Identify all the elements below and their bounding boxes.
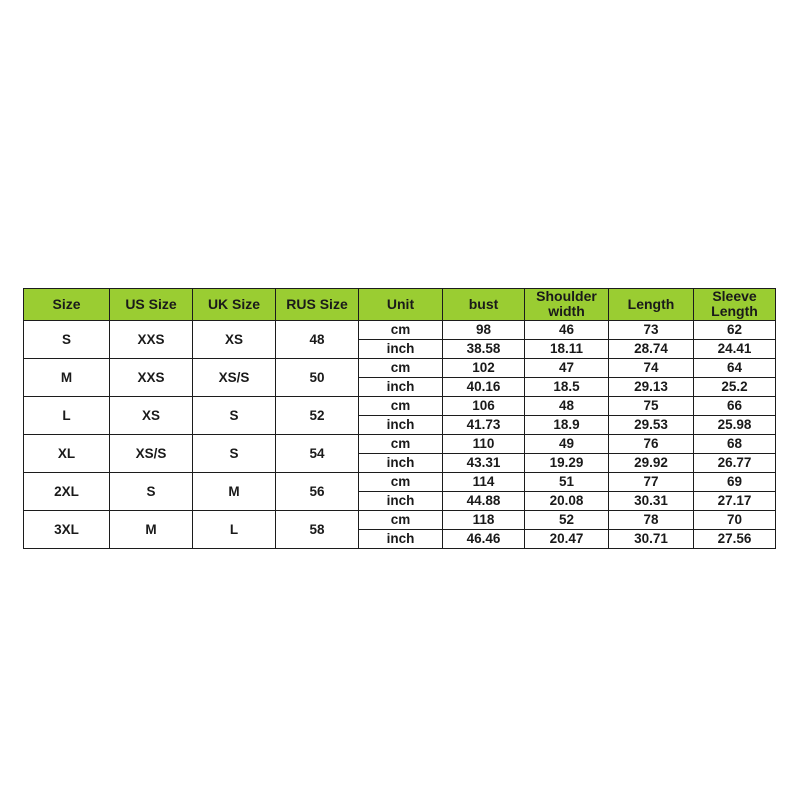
us-size-cell: S — [110, 472, 193, 510]
bust-cm-cell: 114 — [443, 472, 525, 491]
us-size-cell: XS — [110, 396, 193, 434]
us-size-cell: M — [110, 510, 193, 548]
header-unit: Unit — [359, 289, 443, 321]
length-cm-cell: 76 — [609, 434, 694, 453]
shoulder-cm-cell: 49 — [525, 434, 609, 453]
header-length: Length — [609, 289, 694, 321]
rus-size-cell: 50 — [276, 358, 359, 396]
unit-cm-cell: cm — [359, 358, 443, 377]
header-size: Size — [24, 289, 110, 321]
size-cell: L — [24, 396, 110, 434]
bust-inch-cell: 43.31 — [443, 453, 525, 472]
row-l-cm — [24, 396, 776, 415]
shoulder-cm-cell: 52 — [525, 510, 609, 529]
sleeve-inch-cell: 27.56 — [694, 529, 776, 548]
shoulder-cm-cell: 47 — [525, 358, 609, 377]
unit-inch-cell: inch — [359, 339, 443, 358]
bust-inch-cell: 46.46 — [443, 529, 525, 548]
shoulder-cm-cell: 51 — [525, 472, 609, 491]
bust-inch-cell: 41.73 — [443, 415, 525, 434]
bust-inch-cell: 44.88 — [443, 491, 525, 510]
unit-cm-cell: cm — [359, 510, 443, 529]
length-cm-cell: 75 — [609, 396, 694, 415]
row-2xl-cm — [24, 472, 776, 491]
shoulder-inch-cell: 20.08 — [525, 491, 609, 510]
shoulder-inch-cell: 18.5 — [525, 377, 609, 396]
unit-cm-cell: cm — [359, 320, 443, 339]
row-s-cm — [24, 320, 776, 339]
sleeve-inch-cell: 27.17 — [694, 491, 776, 510]
length-cm-cell: 78 — [609, 510, 694, 529]
bust-cm-cell: 102 — [443, 358, 525, 377]
bust-inch-cell: 40.16 — [443, 377, 525, 396]
length-inch-cell: 29.92 — [609, 453, 694, 472]
size-cell: 2XL — [24, 472, 110, 510]
length-inch-cell: 30.31 — [609, 491, 694, 510]
uk-size-cell: M — [193, 472, 276, 510]
uk-size-cell: S — [193, 396, 276, 434]
rus-size-cell: 48 — [276, 320, 359, 358]
bust-cm-cell: 98 — [443, 320, 525, 339]
length-cm-cell: 74 — [609, 358, 694, 377]
shoulder-inch-cell: 18.11 — [525, 339, 609, 358]
length-inch-cell: 30.71 — [609, 529, 694, 548]
bust-cm-cell: 118 — [443, 510, 525, 529]
unit-cm-cell: cm — [359, 472, 443, 491]
length-cm-cell: 73 — [609, 320, 694, 339]
us-size-cell: XS/S — [110, 434, 193, 472]
shoulder-cm-cell: 48 — [525, 396, 609, 415]
unit-inch-cell: inch — [359, 529, 443, 548]
unit-inch-cell: inch — [359, 415, 443, 434]
row-xl-cm — [24, 434, 776, 453]
header-sleeve-length: Sleeve Length — [694, 289, 776, 321]
header-uk-size: UK Size — [193, 289, 276, 321]
sleeve-inch-cell: 24.41 — [694, 339, 776, 358]
row-m-cm — [24, 358, 776, 377]
rus-size-cell: 58 — [276, 510, 359, 548]
length-inch-cell: 29.53 — [609, 415, 694, 434]
rus-size-cell: 54 — [276, 434, 359, 472]
header-us-size: US Size — [110, 289, 193, 321]
uk-size-cell: XS/S — [193, 358, 276, 396]
sleeve-cm-cell: 69 — [694, 472, 776, 491]
size-cell: 3XL — [24, 510, 110, 548]
sleeve-cm-cell: 70 — [694, 510, 776, 529]
uk-size-cell: L — [193, 510, 276, 548]
bust-cm-cell: 106 — [443, 396, 525, 415]
sleeve-inch-cell: 25.98 — [694, 415, 776, 434]
size-cell: S — [24, 320, 110, 358]
shoulder-cm-cell: 46 — [525, 320, 609, 339]
bust-inch-cell: 38.58 — [443, 339, 525, 358]
length-inch-cell: 28.74 — [609, 339, 694, 358]
unit-cm-cell: cm — [359, 434, 443, 453]
uk-size-cell: XS — [193, 320, 276, 358]
length-cm-cell: 77 — [609, 472, 694, 491]
us-size-cell: XXS — [110, 358, 193, 396]
header-shoulder-width: Shoulder width — [525, 289, 609, 321]
sleeve-inch-cell: 26.77 — [694, 453, 776, 472]
rus-size-cell: 56 — [276, 472, 359, 510]
sleeve-cm-cell: 64 — [694, 358, 776, 377]
shoulder-inch-cell: 19.29 — [525, 453, 609, 472]
size-chart-table — [23, 288, 776, 549]
unit-inch-cell: inch — [359, 377, 443, 396]
rus-size-cell: 52 — [276, 396, 359, 434]
shoulder-inch-cell: 18.9 — [525, 415, 609, 434]
size-cell: XL — [24, 434, 110, 472]
us-size-cell: XXS — [110, 320, 193, 358]
row-3xl-cm — [24, 510, 776, 529]
sleeve-cm-cell: 66 — [694, 396, 776, 415]
sleeve-cm-cell: 62 — [694, 320, 776, 339]
header-rus-size: RUS Size — [276, 289, 359, 321]
bust-cm-cell: 110 — [443, 434, 525, 453]
length-inch-cell: 29.13 — [609, 377, 694, 396]
unit-inch-cell: inch — [359, 491, 443, 510]
unit-inch-cell: inch — [359, 453, 443, 472]
shoulder-inch-cell: 20.47 — [525, 529, 609, 548]
uk-size-cell: S — [193, 434, 276, 472]
sleeve-inch-cell: 25.2 — [694, 377, 776, 396]
size-cell: M — [24, 358, 110, 396]
unit-cm-cell: cm — [359, 396, 443, 415]
header-bust: bust — [443, 289, 525, 321]
header-row — [24, 289, 776, 321]
sleeve-cm-cell: 68 — [694, 434, 776, 453]
